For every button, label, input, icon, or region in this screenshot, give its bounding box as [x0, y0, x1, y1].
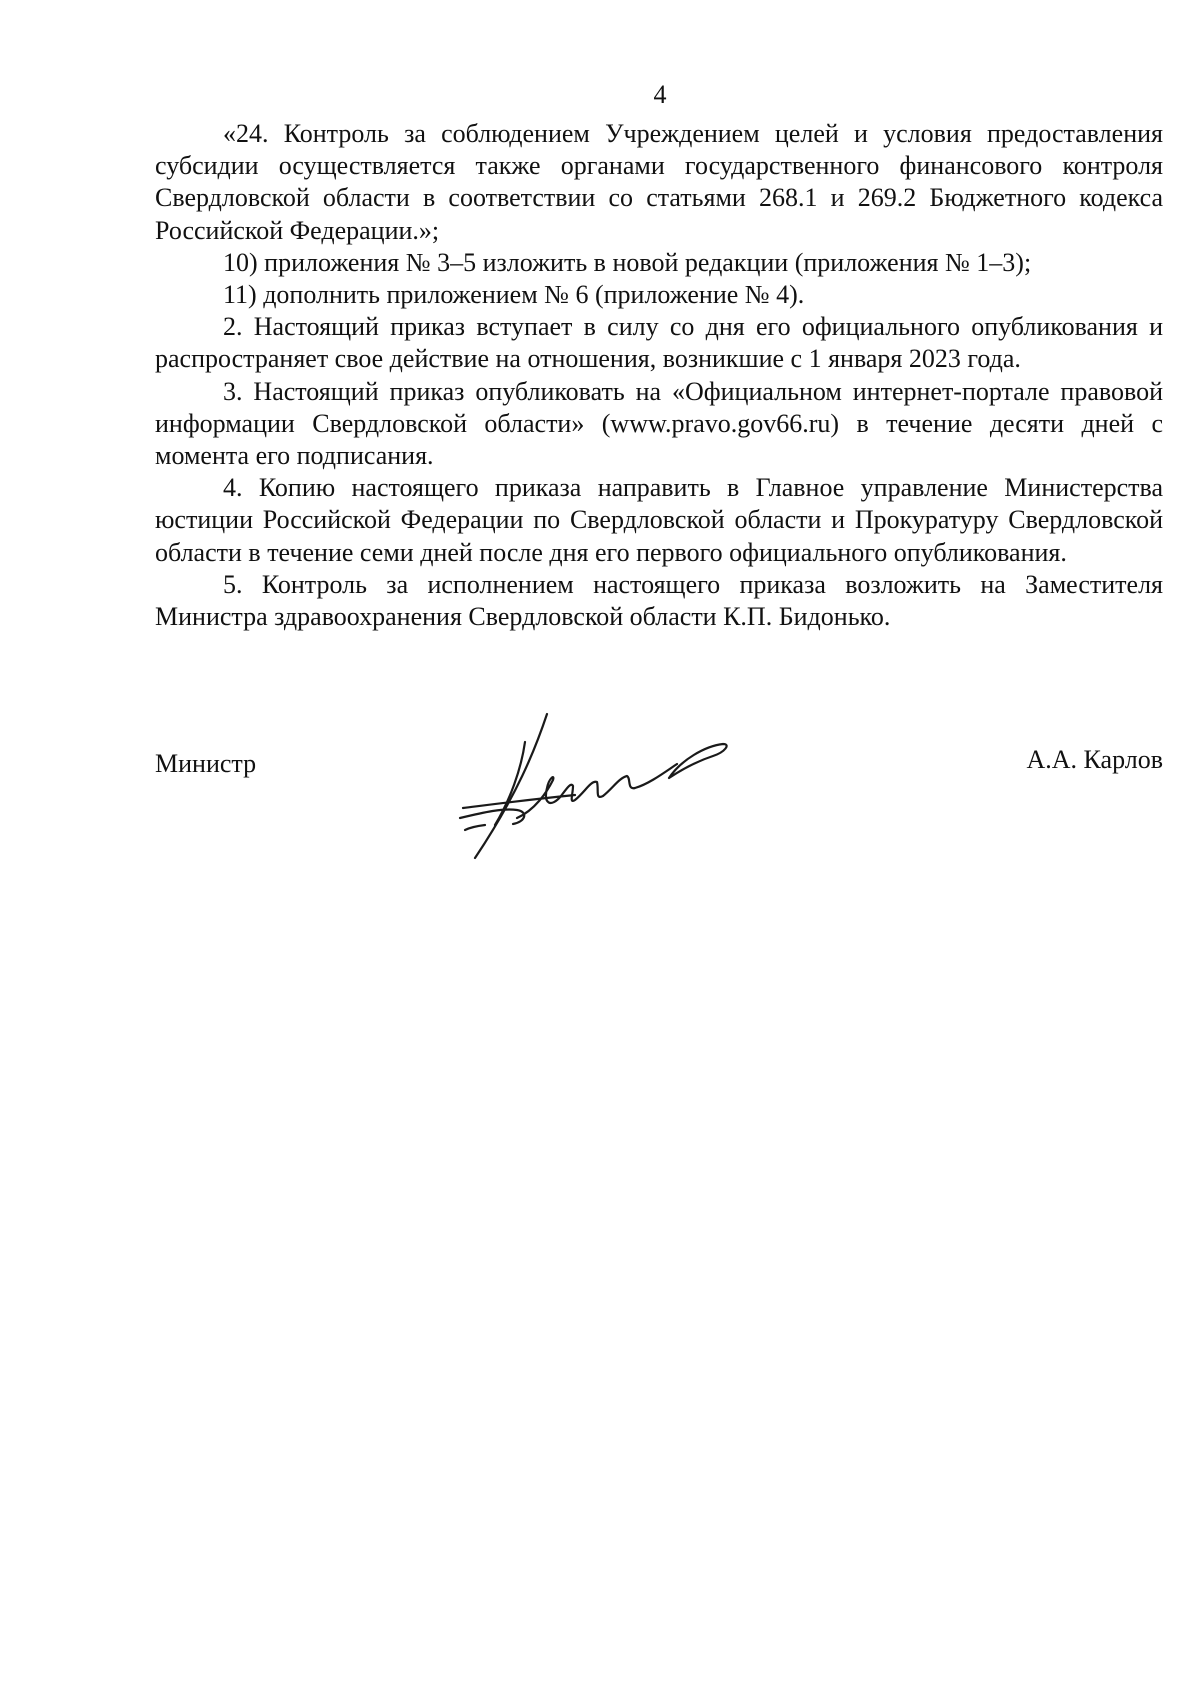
paragraph-5: 5. Контроль за исполнением настоящего приказа возложить на Заместителя Министра здравоохранения Свердловской области К.П. Бидонько.: [155, 569, 1163, 632]
document-body: [155, 118, 1163, 633]
page-number: 4: [653, 80, 667, 109]
signatory-name: А.А. Карлов: [1026, 745, 1163, 774]
paragraph-3: 3. Настоящий приказ опубликовать на «Официальном интернет-портале правовой информации Свердловской области» (www.pravo.gov66.ru) в течение десяти дней с момента его подписания.: [155, 376, 1163, 471]
paragraph-subitem-10: 10) приложения № 3–5 изложить в новой редакции (приложения № 1–3);: [223, 247, 1032, 277]
paragraph-item-24: «24. Контроль за соблюдением Учреждением целей и условия предоставления субсидии осуществляется также органами государственного финансового контроля Свердловской области в соответствии со статьями 268.1 и 269.2 Бюджетного кодекса Российской Федерации.»;: [155, 119, 1163, 245]
paragraph-2: 2. Настоящий приказ вступает в силу со дня его официального опубликования и распространяет свое действие на отношения, возникшие с 1 января 2023 года.: [155, 312, 1163, 374]
paragraph-4: 4. Копию настоящего приказа направить в Главное управление Министерства юстиции Российской Федерации по Свердловской области и Прокуратуру Свердловской области в течение семи дней после дня его первого официального опубликования.: [155, 473, 1163, 567]
handwritten-signature: [455, 700, 775, 860]
paragraph-subitem-11: 11) дополнить приложением № 6 (приложение № 4).: [223, 280, 805, 310]
signatory-title: Министр: [155, 749, 257, 778]
